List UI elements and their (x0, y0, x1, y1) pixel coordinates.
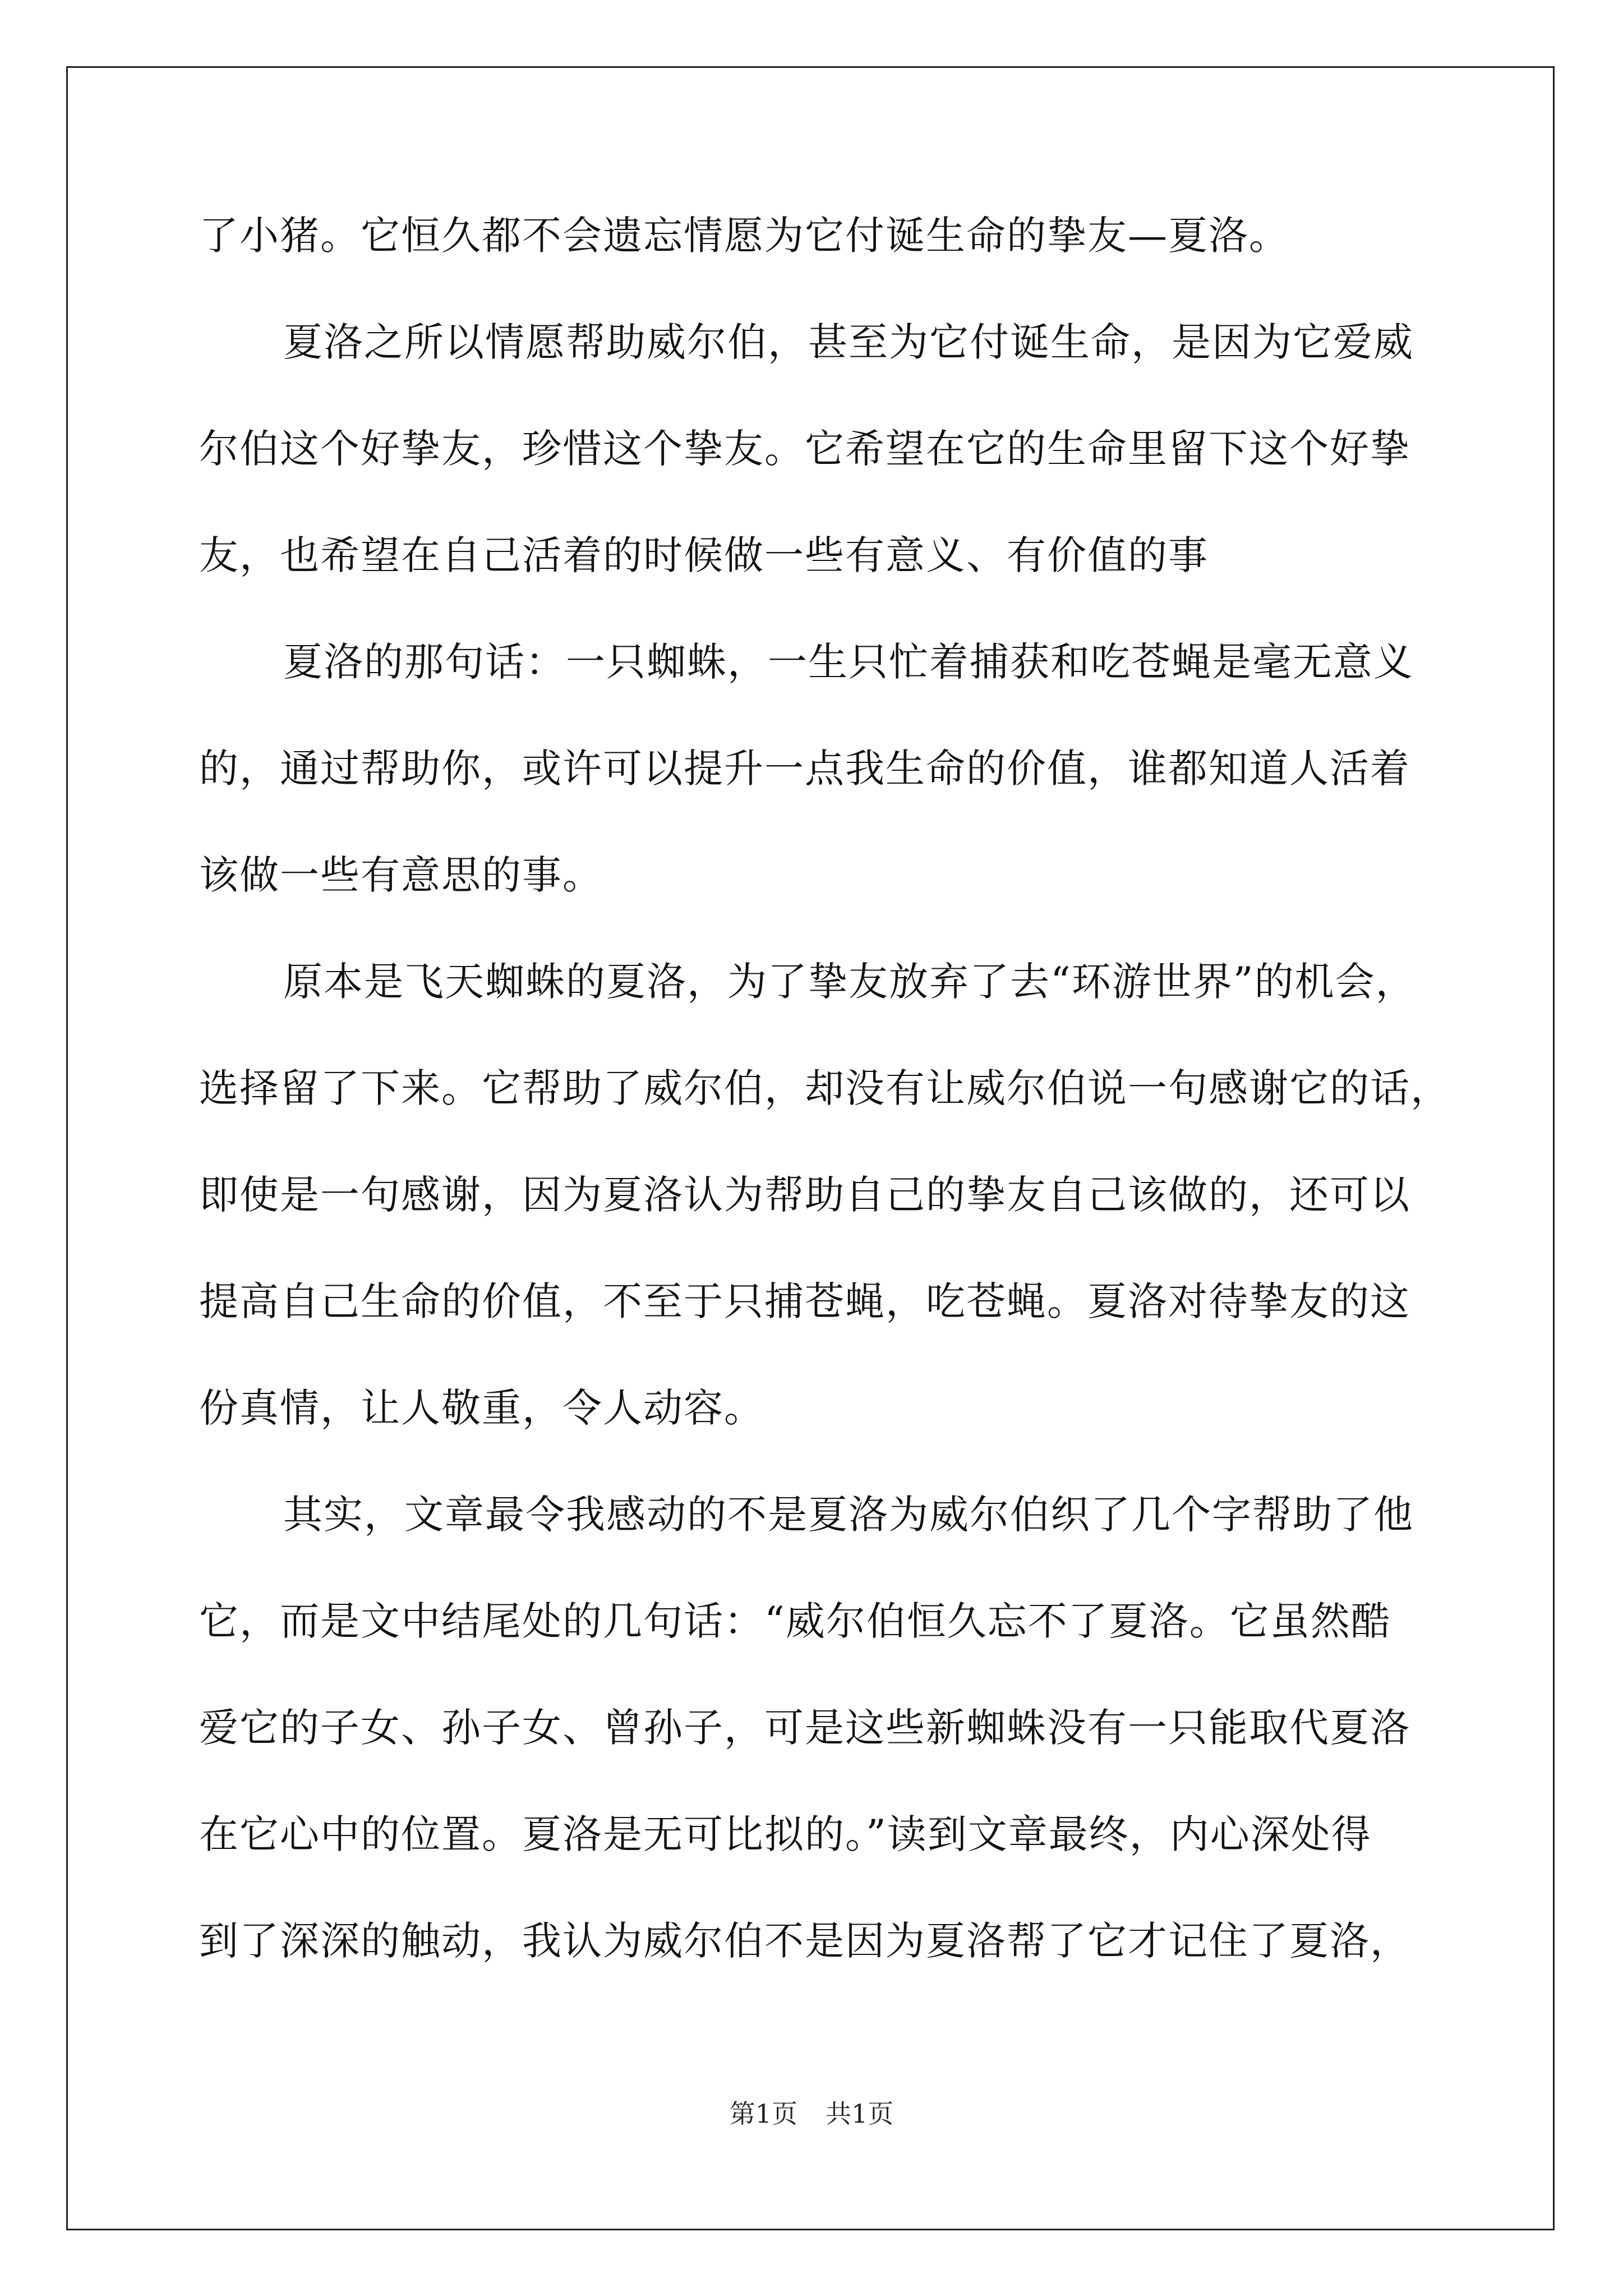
page-border (66, 66, 1555, 2230)
text-line: 尔伯这个好挚友，珍惜这个挚友。它希望在它的生命里留下这个好挚 (199, 426, 1410, 472)
text-line: 选择留了下来。它帮助了威尔伯，却没有让威尔伯说一句感谢它的话， (199, 1065, 1451, 1111)
text-line: 份真情，让人敬重，令人动容。 (199, 1385, 764, 1431)
text-line: 提高自己生命的价值，不至于只捕苍蝇，吃苍蝇。夏洛对待挚友的这 (199, 1278, 1410, 1324)
page-number: 第1页 (729, 2099, 797, 2129)
text-line: 的，通过帮助你，或许可以提升一点我生命的价值，谁都知道人活着 (199, 746, 1410, 792)
text-line: 它，而是文中结尾处的几句话：“威尔伯恒久忘不了夏洛。它虽然酷 (199, 1598, 1391, 1644)
text-line: 该做一些有意思的事。 (199, 852, 603, 898)
text-line: 在它心中的位置。夏洛是无可比拟的。”读到文章最终，内心深处得 (199, 1811, 1372, 1857)
page-footer (0, 2097, 1623, 2131)
text-line: 即使是一句感谢，因为夏洛认为帮助自己的挚友自己该做的，还可以 (199, 1172, 1410, 1218)
text-line: 到了深深的触动，我认为威尔伯不是因为夏洛帮了它才记住了夏洛， (199, 1918, 1410, 1964)
text-line: 原本是飞天蜘蛛的夏洛，为了挚友放弃了去“环游世界”的机会， (283, 959, 1416, 1005)
page-total: 共1页 (826, 2099, 894, 2129)
text-line: 友，也希望在自己活着的时候做一些有意义、有价值的事 (199, 532, 1209, 578)
text-line: 其实，文章最令我感动的不是夏洛为威尔伯织了几个字帮助了他 (283, 1492, 1414, 1538)
text-line: 夏洛的那句话：一只蜘蛛，一生只忙着捕获和吃苍蝇是毫无意义 (283, 639, 1414, 685)
text-line: 夏洛之所以情愿帮助威尔伯，甚至为它付诞生命，是因为它爱威 (283, 319, 1414, 365)
text-line: 了小猪。它恒久都不会遗忘情愿为它付诞生命的挚友—夏洛。 (199, 213, 1289, 259)
text-line: 爱它的子女、孙子女、曾孙子，可是这些新蜘蛛没有一只能取代夏洛 (199, 1705, 1410, 1751)
